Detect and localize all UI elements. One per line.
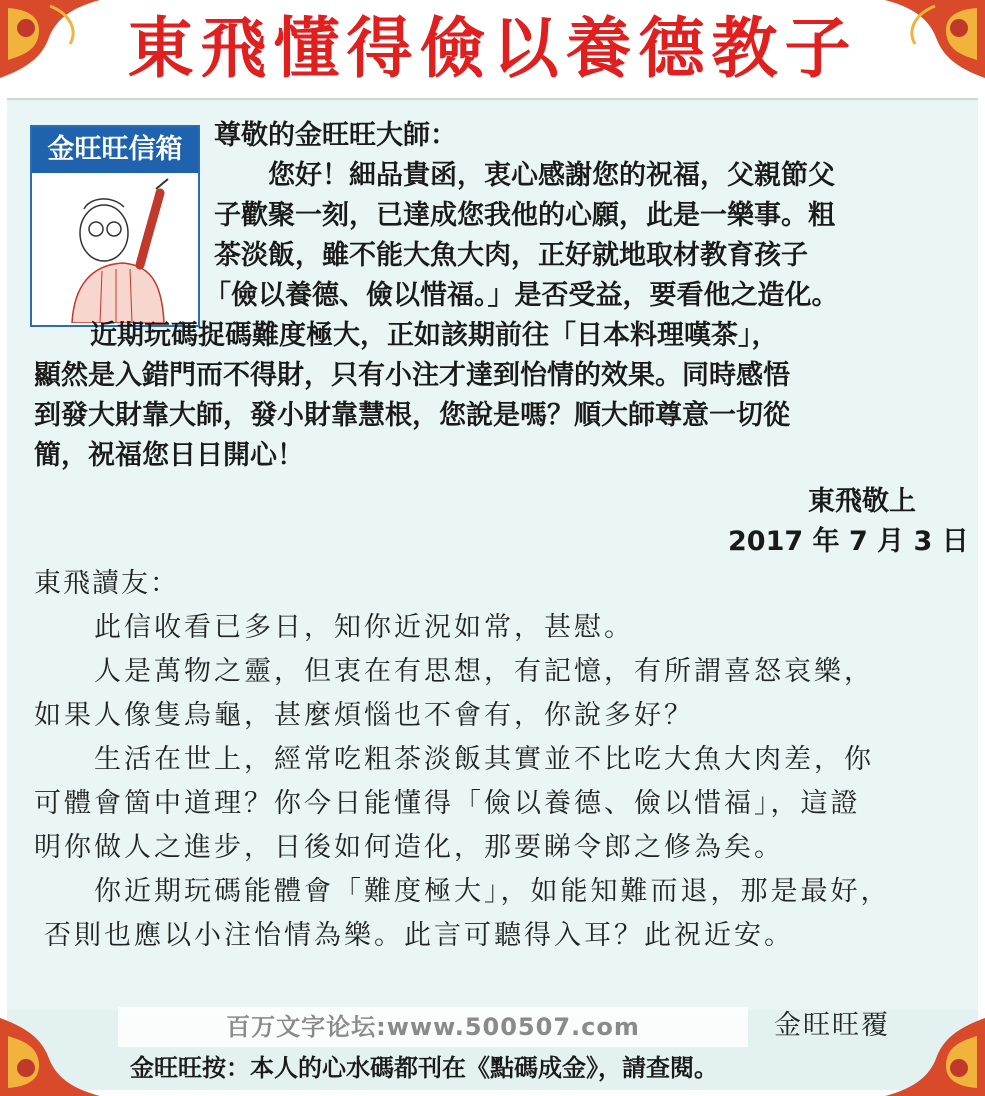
reply-signature: 金旺旺覆 [774, 1010, 890, 1041]
corner-ornament-bottom-left-icon [0, 986, 110, 1096]
reply-line-6: 明你做人之進步，日後如何造化，那要睇令郎之修為矣。 [34, 832, 784, 863]
letter-line-4: 「儉以養德、儉以惜福。」是否受益，要看他之造化。 [204, 280, 839, 311]
page-title: 東飛懂得儉以養德教子 [127, 10, 858, 87]
reply-line-7: 你近期玩碼能體會「難度極大」，如能知難而退，那是最好， [94, 876, 891, 907]
mailbox-badge [30, 125, 200, 327]
letter-line-7: 到發大財靠大師，發小財靠慧根，您說是嗎？順大師尊意一切從 [34, 400, 790, 431]
reply-line-2: 人是萬物之靈，但衷在有思想，有記憶，有所謂喜怒哀樂， [94, 656, 874, 687]
letter-date: 2017 年 7 月 3 日 [728, 526, 969, 557]
forum-watermark: 百万文字论坛:www.500507.com [118, 1007, 748, 1047]
reply-line-5: 可體會箇中道理？你今日能懂得「儉以養德、儉以惜福」，這證 [34, 788, 861, 819]
footer-note: 金旺旺按：本人的心水碼都刊在《點碼成金》，請查閱。 [130, 1054, 718, 1082]
letter-line-5: 近期玩碼捉碼難度極大，正如該期前往「日本料理嘆茶」， [90, 320, 779, 351]
reply-line-4: 生活在世上，經常吃粗茶淡飯其實並不比吃大魚大肉差，你 [94, 744, 874, 775]
reply-line-3: 如果人像隻烏龜，甚麼煩惱也不會有，你說多好？ [34, 700, 694, 731]
letter-line-8: 簡，祝福您日日開心！ [34, 440, 304, 471]
reply-line-1: 此信收看已多日，知你近況如常，甚慰。 [94, 612, 634, 643]
corner-ornament-bottom-right-icon [875, 986, 985, 1096]
reply-line-8: 否則也應以小注怡情為樂。此言可聽得入耳？此祝近安。 [44, 920, 794, 951]
letter-line-6: 顯然是入錯門而不得財，只有小注才達到怡情的效果。同時感悟 [34, 360, 790, 391]
letter-line-1: 您好！細品貴函，衷心感謝您的祝福，父親節父 [268, 160, 835, 191]
letter-line-3: 茶淡飯，雖不能大魚大肉，正好就地取材教育孩子 [214, 240, 808, 271]
teacher-illustration-icon [32, 175, 198, 323]
letter-signature: 東飛敬上 [808, 486, 916, 517]
badge-label: 金旺旺信箱 [32, 127, 198, 173]
letter-line-2: 子歡聚一刻，已達成您我他的心願，此是一樂事。粗 [214, 200, 835, 231]
letter-salutation: 尊敬的金旺旺大師： [214, 120, 457, 151]
reply-salutation: 東飛讀友： [34, 568, 179, 599]
